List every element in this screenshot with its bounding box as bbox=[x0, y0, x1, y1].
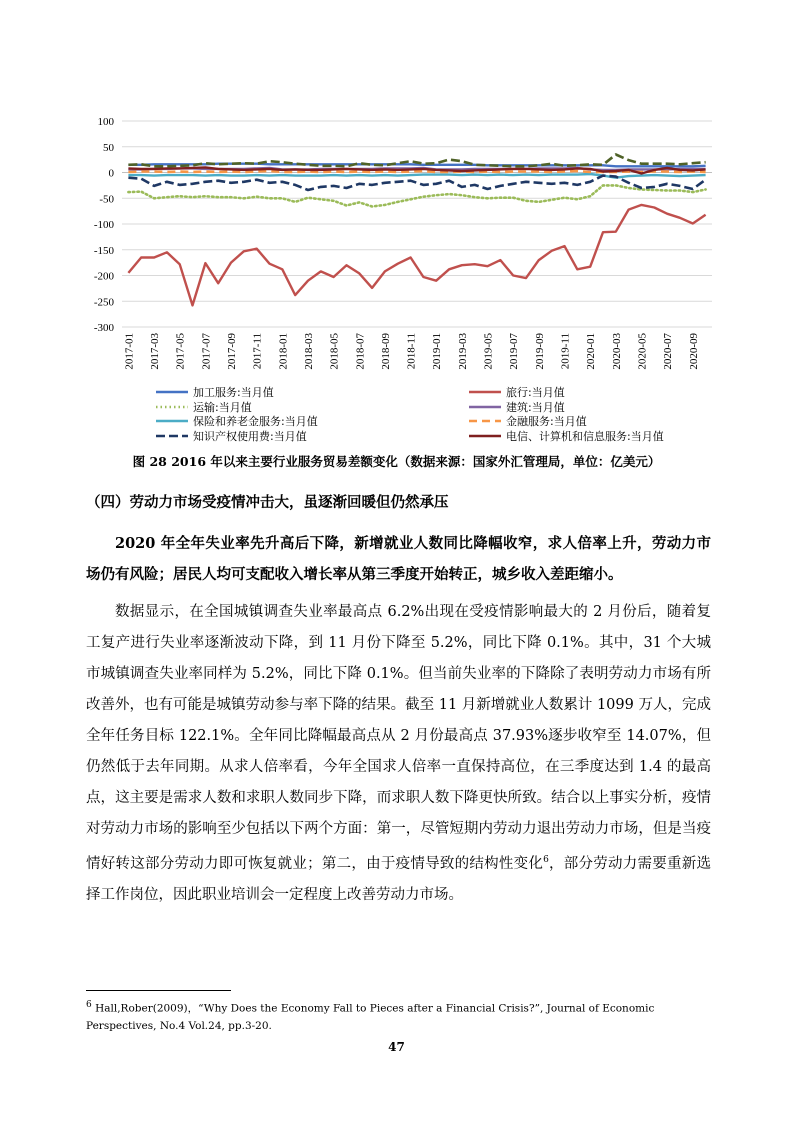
x-tick-label: 2019-03 bbox=[456, 333, 469, 370]
footnote-rule bbox=[86, 990, 231, 991]
legend-item bbox=[155, 414, 318, 428]
summary-paragraph: 2020 年全年失业率先升高后下降，新增就业人数同比降幅收窄，求人倍率上升，劳动力市场仍有风险；居民人均可支配收入增长率从第三季度开始转正，城乡收入差距缩小。 bbox=[86, 535, 711, 583]
legend-swatch bbox=[155, 389, 189, 395]
series-line-2 bbox=[128, 185, 705, 206]
y-tick-label: -100 bbox=[93, 219, 114, 231]
x-tick-label: 2017-09 bbox=[226, 333, 239, 370]
legend-label: 建筑:当月值 bbox=[506, 400, 565, 414]
chart-figure bbox=[80, 105, 730, 450]
x-tick-label: 2017-01 bbox=[123, 333, 136, 370]
legend-swatch bbox=[468, 418, 502, 424]
body-text-2: ，部分劳动力需要重新选择工作岗位，因此职业培训会一定程度上改善劳动力市场。 bbox=[86, 855, 712, 903]
footnote-text: Hall,Rober(2009)，“Why Does the Economy Fall to Pieces after a Financial Crisis?”, Journal of Economic Perspectives, No.4 Vol.24, pp.3-20. bbox=[86, 1002, 655, 1032]
x-tick-label: 2020-01 bbox=[585, 333, 598, 370]
legend-item bbox=[155, 385, 274, 399]
x-tick-label: 2018-07 bbox=[354, 333, 367, 370]
legend-swatch bbox=[155, 404, 189, 410]
y-tick-label: 100 bbox=[97, 116, 114, 128]
x-tick-label: 2019-11 bbox=[559, 333, 572, 370]
legend-item bbox=[468, 400, 565, 414]
x-tick-label: 2020-07 bbox=[662, 333, 675, 370]
x-tick-label: 2018-05 bbox=[328, 333, 341, 370]
legend-swatch bbox=[468, 389, 502, 395]
legend-item bbox=[468, 429, 664, 443]
x-tick-label: 2018-01 bbox=[277, 333, 290, 370]
legend-label: 金融服务:当月值 bbox=[506, 415, 587, 428]
x-tick-label: 2020-05 bbox=[636, 333, 649, 370]
x-tick-label: 2017-03 bbox=[149, 333, 162, 370]
footnote-ref: 6 bbox=[543, 855, 549, 865]
y-tick-label: -50 bbox=[99, 193, 114, 206]
section-title: （四）劳动力市场受疫情冲击大，虽逐渐回暖但仍然承压 bbox=[86, 494, 449, 511]
x-tick-label: 2019-01 bbox=[431, 333, 444, 370]
body-paragraph bbox=[86, 597, 711, 911]
legend-item bbox=[155, 429, 307, 443]
figure-caption: 图 28 2016 年以来主要行业服务贸易差额变化（数据来源：国家外汇管理局，单位：亿美元） bbox=[132, 454, 661, 469]
x-tick-label: 2018-03 bbox=[302, 333, 315, 370]
y-tick-label: -200 bbox=[93, 270, 114, 283]
legend-swatch bbox=[155, 433, 189, 439]
footnote-number: 6 bbox=[86, 1000, 92, 1010]
x-tick-label: 2019-09 bbox=[533, 333, 546, 370]
legend-swatch bbox=[155, 418, 189, 424]
x-tick-label: 2017-07 bbox=[200, 333, 213, 370]
legend-item bbox=[468, 385, 565, 399]
page-number: 47 bbox=[388, 1040, 405, 1054]
legend-label: 运输:当月值 bbox=[193, 400, 252, 414]
x-tick-label: 2020-03 bbox=[610, 333, 623, 370]
x-tick-label: 2019-05 bbox=[482, 333, 495, 370]
x-tick-label: 2020-09 bbox=[687, 333, 700, 370]
legend-swatch bbox=[468, 404, 502, 410]
series-line-4 bbox=[128, 174, 705, 178]
x-tick-label: 2018-11 bbox=[405, 333, 418, 370]
legend-swatch bbox=[468, 433, 502, 439]
legend-label: 保险和养老金服务:当月值 bbox=[193, 415, 318, 428]
x-tick-label: 2018-09 bbox=[379, 333, 392, 370]
y-tick-label: -250 bbox=[93, 296, 114, 309]
y-tick-label: -300 bbox=[93, 322, 114, 334]
legend-label: 加工服务:当月值 bbox=[193, 386, 274, 399]
x-tick-label: 2017-11 bbox=[251, 333, 264, 370]
y-tick-label: -150 bbox=[93, 244, 114, 257]
x-tick-label: 2019-07 bbox=[508, 333, 521, 370]
footnote bbox=[86, 997, 711, 1035]
series-line-1 bbox=[128, 205, 705, 306]
y-tick-label: 50 bbox=[103, 141, 114, 154]
body-text-1: 数据显示，在全国城镇调查失业率最高点 6.2%出现在受疫情影响最大的 2 月份后，随着复工复产进行失业率逐渐波动下降，到 11 月份下降至 5.2%，同比下降 0.1%。其中，31 个大城市城镇调查失业率同样为 5.2%，同比下降 0.1%。但当前失业率的下降除了表明劳动力市场有所改善外，也有可能是城镇劳动参与率下降的结果。截至 11 月新增就业人数累计 1099 万人，完成全年任务目标 122.1%。全年同比降幅最高点从 2 月份最高点 37.93%逐步收窄至 14.07%，但仍然低于去年同期。从求人倍率看，今年全国求人倍率一直保持高位，在三季度达到 1.4 的最高点，这主要是需求人数和求职人数同步下降，而求职人数下降更快所致。结合以上事实分析，疫情对劳动力市场的影响至少包括以下两个方面：第一，尽管短期内劳动力退出劳动力市场，但是当疫情好转这部分劳动力即可恢复就业；第二，由于疫情导致的结构性变化 bbox=[86, 604, 711, 872]
legend-label: 旅行:当月值 bbox=[506, 386, 565, 399]
legend-item bbox=[468, 414, 587, 428]
x-tick-label: 2017-05 bbox=[174, 333, 187, 370]
y-tick-label: 0 bbox=[108, 167, 114, 180]
legend-item bbox=[155, 400, 252, 414]
legend-label: 知识产权使用费:当月值 bbox=[193, 429, 307, 443]
legend-label: 电信、计算机和信息服务:当月值 bbox=[506, 429, 664, 443]
